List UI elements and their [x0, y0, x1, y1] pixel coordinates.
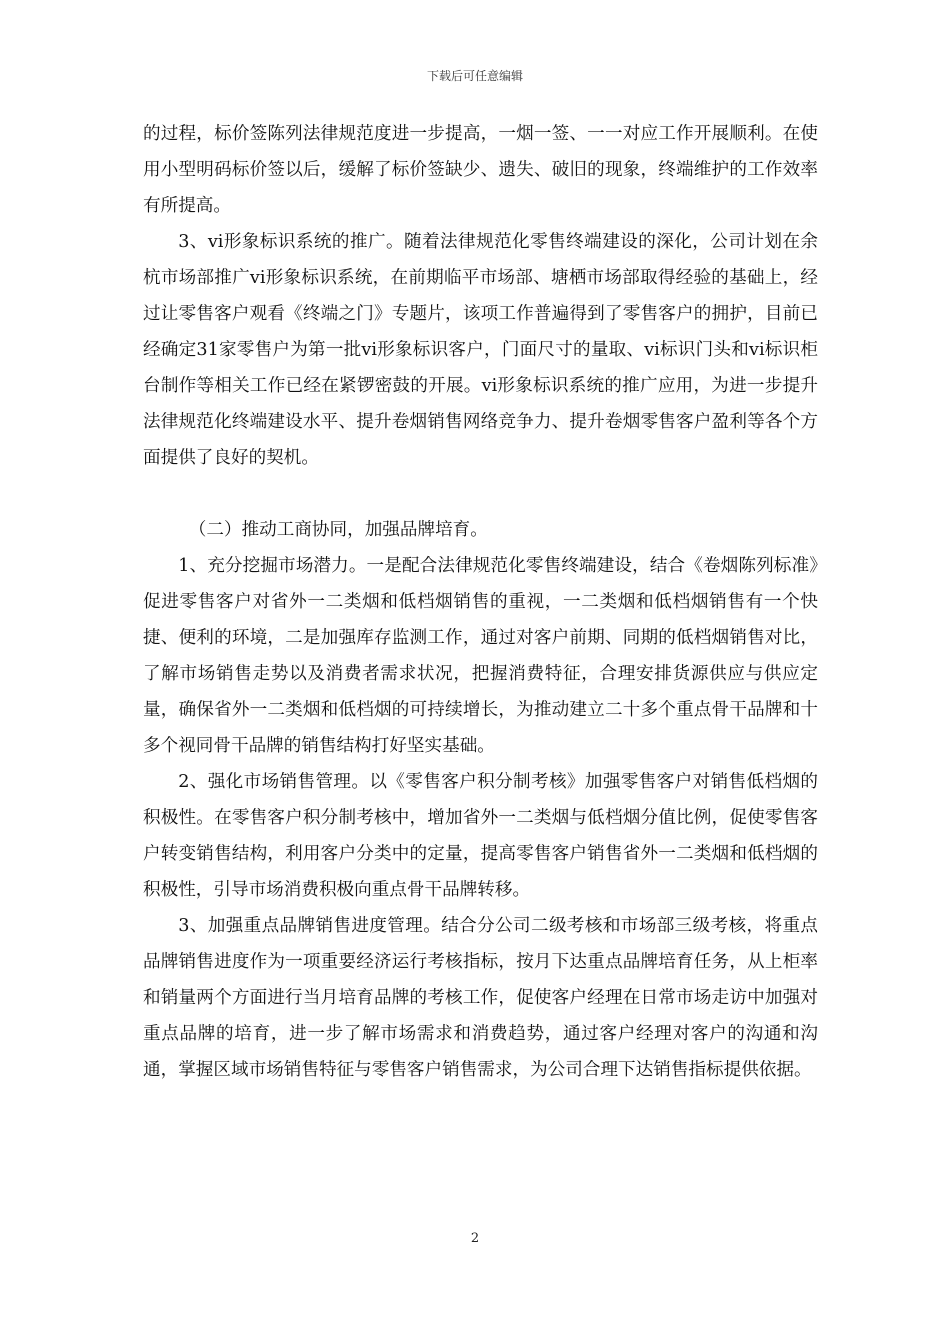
- paragraph-brand-progress: 3、加强重点品牌销售进度管理。结合分公司二级考核和市场部三级考核，将重点品牌销售进度作为一项重要经济运行考核指标，按月下达重点品牌培育任务，从上柜率和销量两个方面进行当月培育品牌的考核工作，促使客户经理在日常市场走访中加强对重点品牌的培育，进一步了解市场需求和消费趋势，通过客户经理对客户的沟通和沟通，掌握区域市场销售特征与零售客户销售需求，为公司合理下达销售指标提供依据。: [143, 916, 818, 1080]
- paragraph-sales-management: 2、强化市场销售管理。以《零售客户积分制考核》加强零售客户对销售低档烟的积极性。在零售客户积分制考核中，增加省外一二类烟与低档烟分值比例，促使零售客户转变销售结构，利用客户分类中的定量，提高零售客户销售省外一二类烟和低档烟的积极性，引导市场消费积极向重点骨干品牌转移。: [143, 772, 818, 900]
- page-header: 下载后可任意编辑: [426, 69, 523, 83]
- paragraph-vi-system: 3、vi形象标识系统的推广。随着法律规范化零售终端建设的深化，公司计划在余杭市场部推广vi形象标识系统，在前期临平市场部、塘栖市场部取得经验的基础上，经过让零售客户观看《终端之门》专题片，该项工作普遍得到了零售客户的拥护，目前已经确定31家零售户为第一批vi形象标识客户，门面尺寸的量取、vi标识门头和vi标识柜台制作等相关工作已经在紧锣密鼓的开展。vi形象标识系统的推广应用，为进一步提升法律规范化终端建设水平、提升卷烟销售网络竞争力、提升卷烟零售客户盈利等各个方面提供了良好的契机。: [143, 232, 818, 468]
- document-body: [143, 116, 818, 1088]
- paragraph-market-potential: 1、充分挖掘市场潜力。一是配合法律规范化零售终端建设，结合《卷烟陈列标准》促进零售客户对省外一二类烟和低档烟销售的重视，一二类烟和低档烟销售有一个快捷、便利的环境，二是加强库存监测工作，通过对客户前期、同期的低档烟销售对比，了解市场销售走势以及消费者需求状况，把握消费特征，合理安排货源供应与供应定量，确保省外一二类烟和低档烟的可持续增长，为推动建立二十多个重点骨干品牌和十多个视同骨干品牌的销售结构打好坚实基础。: [143, 556, 818, 756]
- paragraph-continuation: 的过程，标价签陈列法律规范度进一步提高，一烟一签、一一对应工作开展顺利。在使用小型明码标价签以后，缓解了标价签缺少、遗失、破旧的现象，终端维护的工作效率有所提高。: [143, 124, 818, 216]
- page-number: 2: [470, 1231, 480, 1246]
- section-heading: （二）推动工商协同，加强品牌培育。: [188, 520, 488, 540]
